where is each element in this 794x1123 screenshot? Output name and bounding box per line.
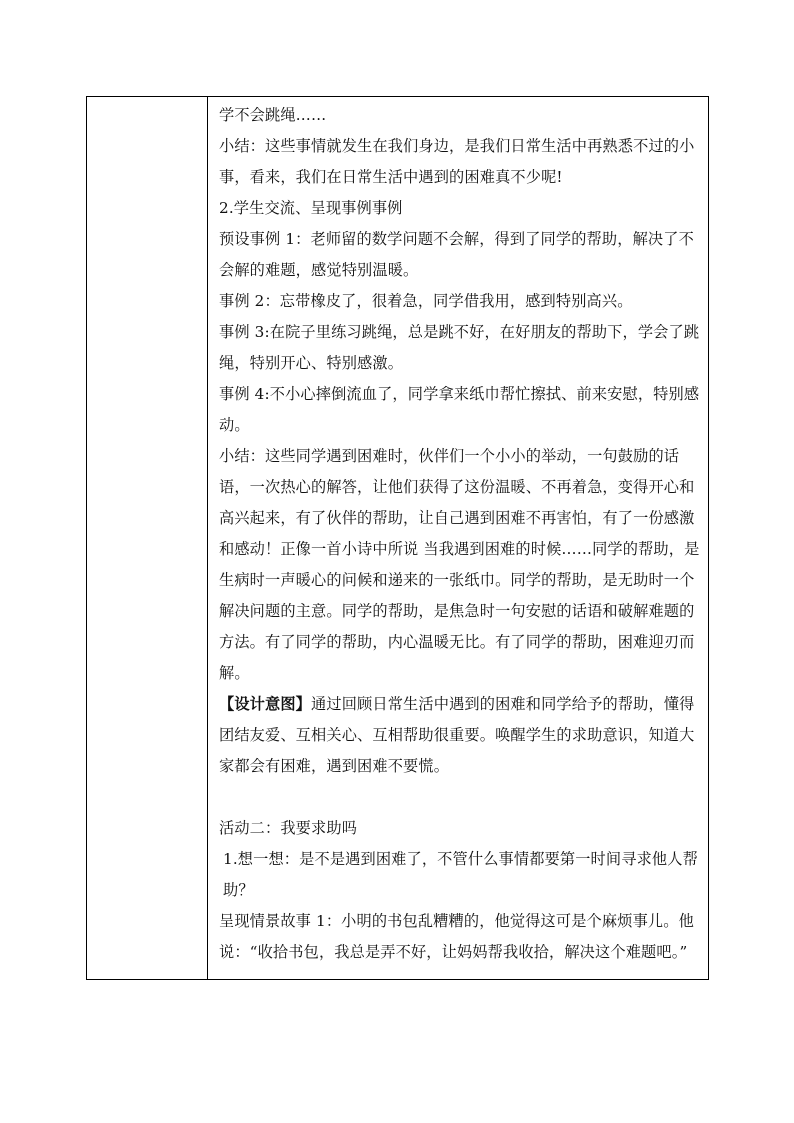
design-intent-label: 【设计意图】	[219, 695, 312, 713]
paragraph-summary-2: 小结：这些同学遇到困难时，伙伴们一个小小的举动，一句鼓励的话语，一次热心的解答，让他们获得了这份温暖、不再着急，变得开心和高兴起来，有了伙伴的帮助，让自己遇到困难不再害怕，有了一份感激和感动！正像一首小诗中所说 当我遇到困难的时候……同学的帮助，是生病时一声暖心的问候和递来的一张纸巾。同学的帮助，是无助时一个解决问题的主意。同学的帮助，是焦急时一句安慰的话语和破解难题的方法。有了同学的帮助，内心温暖无比。有了同学的帮助，困难迎刃而解。	[219, 447, 700, 682]
paragraph-activity-2: 活动二：我要求助吗	[219, 819, 358, 837]
paragraph-example-4: 事例 4:不小心摔倒流血了，同学拿来纸巾帮忙擦拭、前来安慰，特别感动。	[219, 385, 700, 434]
table-row	[87, 97, 709, 980]
content-cell	[208, 97, 709, 980]
design-intent-text: 通过回顾日常生活中遇到的困难和同学给予的帮助，懂得团结友爱、互相关心、互相帮助很重要。唤醒学生的求助意识，知道大家都会有困难，遇到困难不要慌。	[219, 695, 695, 775]
paragraph-story-1: 呈现情景故事 1：小明的书包乱糟糟的，他觉得这可是个麻烦事儿。他说：“收拾书包，我总是弄不好，让妈妈帮我收拾，解决这个难题吧。”	[219, 912, 694, 961]
paragraph-example-3: 事例 3:在院子里练习跳绳，总是跳不好，在好朋友的帮助下，学会了跳绳，特别开心、特别感激。	[219, 323, 700, 372]
blank-line	[219, 782, 700, 813]
left-column-cell	[87, 97, 208, 980]
paragraph-summary-1: 小结：这些事情就发生在我们身边，是我们日常生活中再熟悉不过的小事，看来，我们在日常生活中遇到的困难真不少呢!	[219, 137, 695, 186]
paragraph-example-2: 事例 2：忘带橡皮了，很着急，同学借我用，感到特别高兴。	[219, 292, 633, 310]
lesson-plan-table	[86, 96, 709, 980]
paragraph-intro: 学不会跳绳……	[219, 106, 327, 124]
paragraph-section-heading: 2.学生交流、呈现事例事例	[219, 199, 403, 217]
paragraph-think: 1.想一想：是不是遇到困难了，不管什么事情都要第一时间寻求他人帮助？	[223, 850, 698, 899]
paragraph-design-intent	[219, 689, 700, 782]
paragraph-example-1: 预设事例 1：老师留的数学问题不会解，得到了同学的帮助，解决了不会解的难题，感觉特别温暖。	[219, 230, 694, 279]
